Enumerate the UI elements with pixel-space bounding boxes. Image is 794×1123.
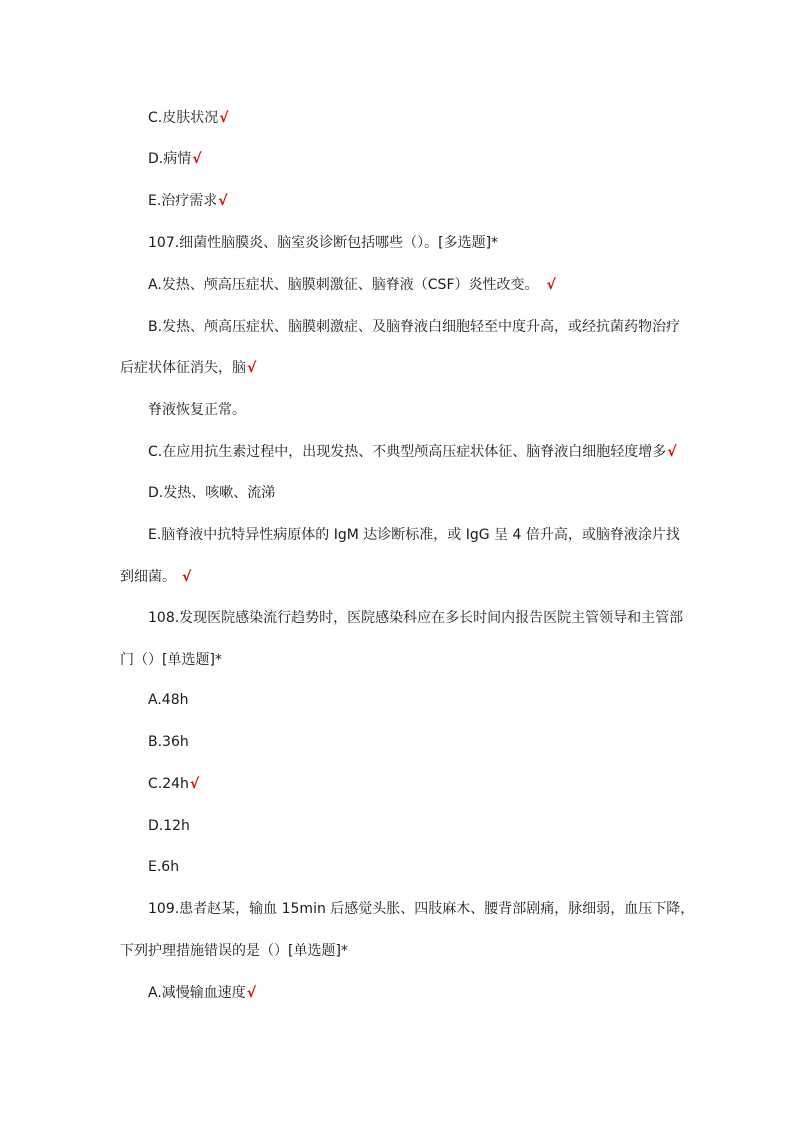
correct-check-mark: √: [192, 151, 202, 167]
q107-option-d: D.发热、咳嗽、流涕: [148, 485, 276, 501]
q108-option-a: A.48h: [148, 692, 189, 708]
q108-option-d: D.12h: [148, 818, 190, 834]
correct-check-mark: √: [218, 193, 228, 209]
q107-option-e-line1: E.脑脊液中抗特异性病原体的 IgM 达诊断标准，或 IgG 呈 4 倍升高，或脑脊液涂片找: [148, 527, 680, 543]
correct-check-mark: √: [246, 985, 257, 1001]
correct-check-mark: √: [667, 444, 677, 460]
q107-option-b-line3: 脊液恢复正常。: [148, 402, 246, 418]
q107-option-e-line2: 到细菌。 √: [120, 569, 192, 585]
q107-option-b-line2: 后症状体征消失，脑√: [120, 360, 257, 376]
correct-check-mark: √: [189, 776, 200, 792]
q108-option-b: B.36h: [148, 734, 189, 750]
question-109-line1: 109.患者赵某，输血 15min 后感觉头胀、四肢麻木、腰背部剧痛，脉细弱，血压下降，: [148, 901, 695, 917]
option-e-treatment-needs: E.治疗需求√: [148, 193, 228, 209]
question-109-line2: 下列护理措施错误的是（）[单选题]*: [120, 943, 348, 959]
question-108-line1: 108.发现医院感染流行趋势时，医院感染科应在多长时间内报告医院主管领导和主管部: [148, 610, 684, 626]
q107-option-b-line1: B.发热、颅高压症状、脑膜刺激症、及脑脊液白细胞轻至中度升高，或经抗菌药物治疗: [148, 319, 681, 335]
option-c-skin-condition: C.皮肤状况√: [148, 110, 229, 126]
q107-option-c: C.在应用抗生素过程中，出现发热、不典型颅高压症状体征、脑脊液白细胞轻度增多√: [148, 444, 677, 460]
correct-check-mark: √: [546, 277, 556, 293]
q108-option-c: C.24h√: [148, 776, 200, 792]
correct-check-mark: √: [247, 360, 257, 376]
question-107: 107.细菌性脑膜炎、脑室炎诊断包括哪些（）。[多选题]*: [148, 235, 499, 251]
q109-option-a: A.减慢输血速度√: [148, 985, 257, 1001]
correct-check-mark: √: [219, 110, 229, 126]
correct-check-mark: √: [182, 569, 192, 585]
q107-option-a: A.发热、颅高压症状、脑膜刺激征、脑脊液（CSF）炎性改变。 √: [148, 277, 556, 293]
q108-option-e: E.6h: [148, 859, 180, 875]
question-108-line2: 门（）[单选题]*: [120, 652, 222, 668]
option-d-condition: D.病情√: [148, 151, 202, 167]
